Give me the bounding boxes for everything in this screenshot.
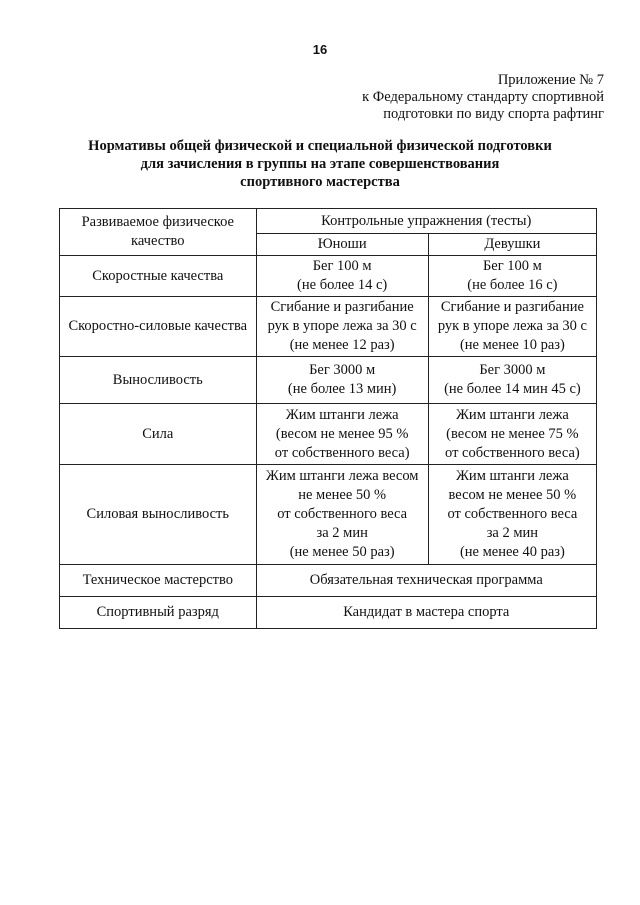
title-line-1: Нормативы общей физической и специальной физической подготовки [88,138,552,154]
header-quality-line-1: Развиваемое физическое [81,214,234,230]
table-row [60,597,597,629]
norm-line: от собственного веса [447,506,578,522]
appendix-line-1: Приложение № 7 [497,72,604,88]
male-norm-cell [256,404,428,465]
female-norm-cell [428,404,596,465]
norm-line: за 2 мин [316,525,368,541]
quality-cell: Спортивный разряд [60,597,257,629]
norm-line: Жим штанги лежа [285,406,399,423]
quality-cell: Техническое мастерство [60,565,257,597]
norm-line: (не более 14 с) [297,277,388,293]
female-norm-cell [428,465,596,565]
page-number: 16 [312,42,328,57]
norm-line: Сгибание и разгибание [270,299,414,315]
norm-line: Бег 3000 м [479,362,546,378]
table-row [60,256,597,297]
appendix-header [362,72,604,123]
norm-line: (не менее 12 раз) [289,337,395,353]
norm-line: (не более 13 мин) [287,381,397,397]
norm-line: (не более 14 мин 45 с) [444,381,581,397]
male-norm-cell [256,297,428,357]
norm-line: Жим штанги лежа [455,406,569,423]
quality-cell: Выносливость [60,357,257,404]
norm-line: Бег 100 м [312,258,372,274]
header-female-cell: Девушки [428,234,596,256]
norm-line: (весом не менее 75 % [446,425,579,442]
male-norm-cell [256,357,428,404]
norm-line: от собственного веса) [445,444,580,461]
table-header-row [60,209,597,234]
norm-line: Бег 3000 м [309,362,376,378]
norm-line: от собственного веса [277,506,408,522]
header-male-cell: Юноши [256,234,428,256]
header-tests-cell: Контрольные упражнения (тесты) [256,209,596,234]
table-row [60,297,597,357]
technical-program-cell: Обязательная техническая программа [256,565,596,597]
table-row [60,357,597,404]
norm-line: не менее 50 % [298,487,387,503]
norms-table [59,208,597,629]
norm-line: от собственного веса) [274,444,410,461]
appendix-line-3: подготовки по виду спорта рафтинг [383,106,604,122]
norm-line: Бег 100 м [482,258,542,274]
title-line-3: спортивного мастерства [240,174,400,190]
quality-cell: Скоростно-силовые качества [60,297,257,357]
male-norm-cell [256,465,428,565]
header-quality-line-2: качество [131,233,185,249]
norm-line: (весом не менее 95 % [275,425,409,442]
table-row [60,565,597,597]
table-row [60,465,597,565]
document-title [0,137,640,191]
female-norm-cell [428,297,596,357]
norm-line: Жим штанги лежа [455,468,569,484]
norm-line: рук в упоре лежа за 30 с [437,318,587,334]
male-norm-cell [256,256,428,297]
title-line-2: для зачисления в группы на этапе совершенствования [140,156,500,172]
quality-cell: Силовая выносливость [60,465,257,565]
appendix-line-2: к Федеральному стандарту спортивной [362,89,604,105]
female-norm-cell [428,256,596,297]
norm-line: (не менее 50 раз) [289,544,395,560]
quality-cell: Скоростные качества [60,256,257,297]
norm-line: Сгибание и разгибание [440,299,584,315]
norm-line: (не более 16 с) [467,277,558,293]
norm-line: Жим штанги лежа весом [265,468,419,484]
quality-cell: Сила [60,404,257,465]
table-row [60,404,597,465]
norm-line: весом не менее 50 % [448,487,577,503]
female-norm-cell [428,357,596,404]
norm-line: рук в упоре лежа за 30 с [267,318,417,334]
norm-line: за 2 мин [486,525,539,541]
norm-line: (не менее 40 раз) [459,544,565,560]
sport-rank-cell: Кандидат в мастера спорта [256,597,596,629]
norm-line: (не менее 10 раз) [459,337,565,353]
header-quality-cell [60,209,257,256]
